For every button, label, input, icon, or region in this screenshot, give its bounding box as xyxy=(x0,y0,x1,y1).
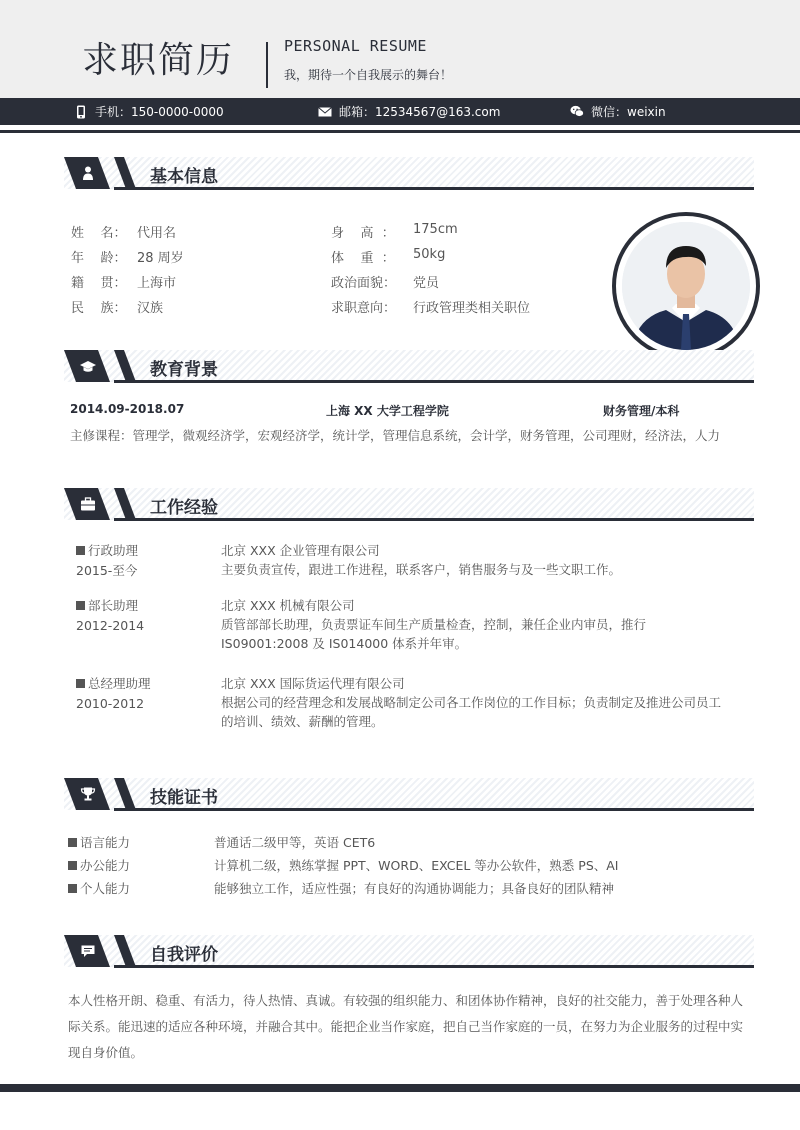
info-intent xyxy=(331,297,530,316)
work-description: 质管部部长助理，负责票证车间生产质量检查，控制，兼任企业内审员，推行 IS09001:2008 及 IS014000 体系并年审。 xyxy=(221,617,647,651)
info-ethnic-label: 民 族： xyxy=(71,301,127,316)
skill-value: 计算机二级，熟练掌握 PPT、WORD、EXCEL 等办公软件，熟悉 PS、AI xyxy=(214,858,619,873)
section-title-work: 工作经验 xyxy=(150,498,218,518)
info-weight xyxy=(331,247,445,266)
skill-value: 普通话二级甲等，英语 CET6 xyxy=(214,835,376,850)
work-role: 行政助理 xyxy=(88,543,139,558)
info-height-value: 175cm xyxy=(413,222,458,237)
work-period: 2012-2014 xyxy=(76,618,145,633)
education-courses: 主修课程：管理学，微观经济学，宏观经济学，统计学，管理信息系统，会计学，财务管理，公司理财，经济法，人力 xyxy=(70,428,721,443)
info-political-label: 政治面貌： xyxy=(331,276,397,291)
header-divider xyxy=(266,42,268,88)
header-bottom-rule xyxy=(0,130,800,133)
phone-icon xyxy=(74,105,88,119)
work-role: 部长助理 xyxy=(88,598,139,613)
info-name xyxy=(71,222,176,241)
info-origin-value: 上海市 xyxy=(137,276,177,291)
resume-slogan: 我，期待一个自我展示的舞台！ xyxy=(284,68,453,82)
section-header-skills xyxy=(64,778,754,814)
briefcase-icon xyxy=(80,496,96,512)
info-political-value: 党员 xyxy=(413,276,440,291)
info-intent-label: 求职意向： xyxy=(331,301,397,316)
profile-photo-frame xyxy=(612,212,760,360)
wechat-icon xyxy=(570,105,584,119)
work-period: 2015-至今 xyxy=(76,563,138,578)
section-title-education: 教育背景 xyxy=(150,360,218,380)
section-header-education xyxy=(64,350,754,386)
work-company: 北京 XXX 企业管理有限公司 xyxy=(221,543,380,558)
info-weight-label: 体 重 ： xyxy=(331,251,395,266)
contact-email-text: 邮箱：12534567@163.com xyxy=(339,105,501,119)
work-entry xyxy=(76,541,726,591)
footer-bar xyxy=(0,1084,800,1092)
info-name-label: 姓 名： xyxy=(71,226,127,241)
info-height-label: 身 高 ： xyxy=(331,226,395,241)
work-description: 主要负责宣传，跟进工作进程，联系客户，销售服务与及一些文职工作。 xyxy=(221,562,622,577)
contact-phone xyxy=(74,103,224,120)
chat-bubble-icon xyxy=(80,943,96,959)
info-origin-label: 籍 贯： xyxy=(71,276,127,291)
work-description: 根据公司的经营理念和发展战略制定公司各工作岗位的工作目标；负责制定及推进公司员工的培训、绩效、薪酬的管理。 xyxy=(221,695,722,729)
info-name-value: 代用名 xyxy=(137,226,177,241)
section-title-basic: 基本信息 xyxy=(150,167,218,187)
work-role: 总经理助理 xyxy=(88,676,151,691)
info-age-label: 年 龄： xyxy=(71,251,127,266)
profile-photo xyxy=(622,222,750,350)
info-age-value: 28 周岁 xyxy=(137,251,184,266)
work-entry xyxy=(76,596,726,656)
info-political xyxy=(331,272,439,291)
section-title-skills: 技能证书 xyxy=(150,788,218,808)
info-ethnic xyxy=(71,297,163,316)
info-age xyxy=(71,247,184,266)
person-icon xyxy=(80,165,96,181)
info-origin xyxy=(71,272,176,291)
info-height xyxy=(331,222,458,241)
section-title-self: 自我评价 xyxy=(150,945,218,965)
info-ethnic-value: 汉族 xyxy=(137,301,164,316)
contact-wechat xyxy=(570,103,666,120)
skill-value: 能够独立工作，适应性强；有良好的沟通协调能力；具备良好的团队精神 xyxy=(214,881,615,896)
work-company: 北京 XXX 国际货运代理有限公司 xyxy=(221,676,405,691)
section-header-self xyxy=(64,935,754,971)
skill-label: 语言能力 xyxy=(80,835,131,850)
info-weight-value: 50kg xyxy=(413,247,446,262)
mail-icon xyxy=(318,105,332,119)
resume-header xyxy=(0,0,800,98)
work-company: 北京 XXX 机械有限公司 xyxy=(221,598,355,613)
contact-bar xyxy=(0,98,800,125)
contact-wechat-text: 微信：weixin xyxy=(591,105,666,119)
education-period: 2014.09-2018.07 xyxy=(70,402,185,416)
resume-title: 求职简历 xyxy=(82,40,235,81)
self-evaluation-text: 本人性格开朗、稳重、有活力，待人热情、真诚。有较强的组织能力、和团体协作精神，良好的社交能力，善于处理各种人际关系。能迅速的适应各种环境，并融合其中。能把企业当作家庭，把自己当作家庭的一员，在努力为企业服务的过程中实现自身价值。 xyxy=(68,993,744,1060)
skill-label: 办公能力 xyxy=(80,858,131,873)
graduation-cap-icon xyxy=(80,358,96,374)
trophy-icon xyxy=(80,786,96,802)
skill-label: 个人能力 xyxy=(80,881,131,896)
resume-subtitle: PERSONAL RESUME xyxy=(284,37,427,55)
section-header-basic xyxy=(64,157,754,193)
work-period: 2010-2012 xyxy=(76,696,145,711)
info-intent-value: 行政管理类相关职位 xyxy=(413,301,531,316)
work-entry xyxy=(76,674,726,734)
education-school: 上海 XX 大学工程学院 xyxy=(326,404,449,418)
contact-email xyxy=(318,103,500,120)
education-major: 财务管理/本科 xyxy=(603,404,680,418)
section-header-work xyxy=(64,488,754,524)
contact-phone-text: 手机：150-0000-0000 xyxy=(95,105,224,119)
